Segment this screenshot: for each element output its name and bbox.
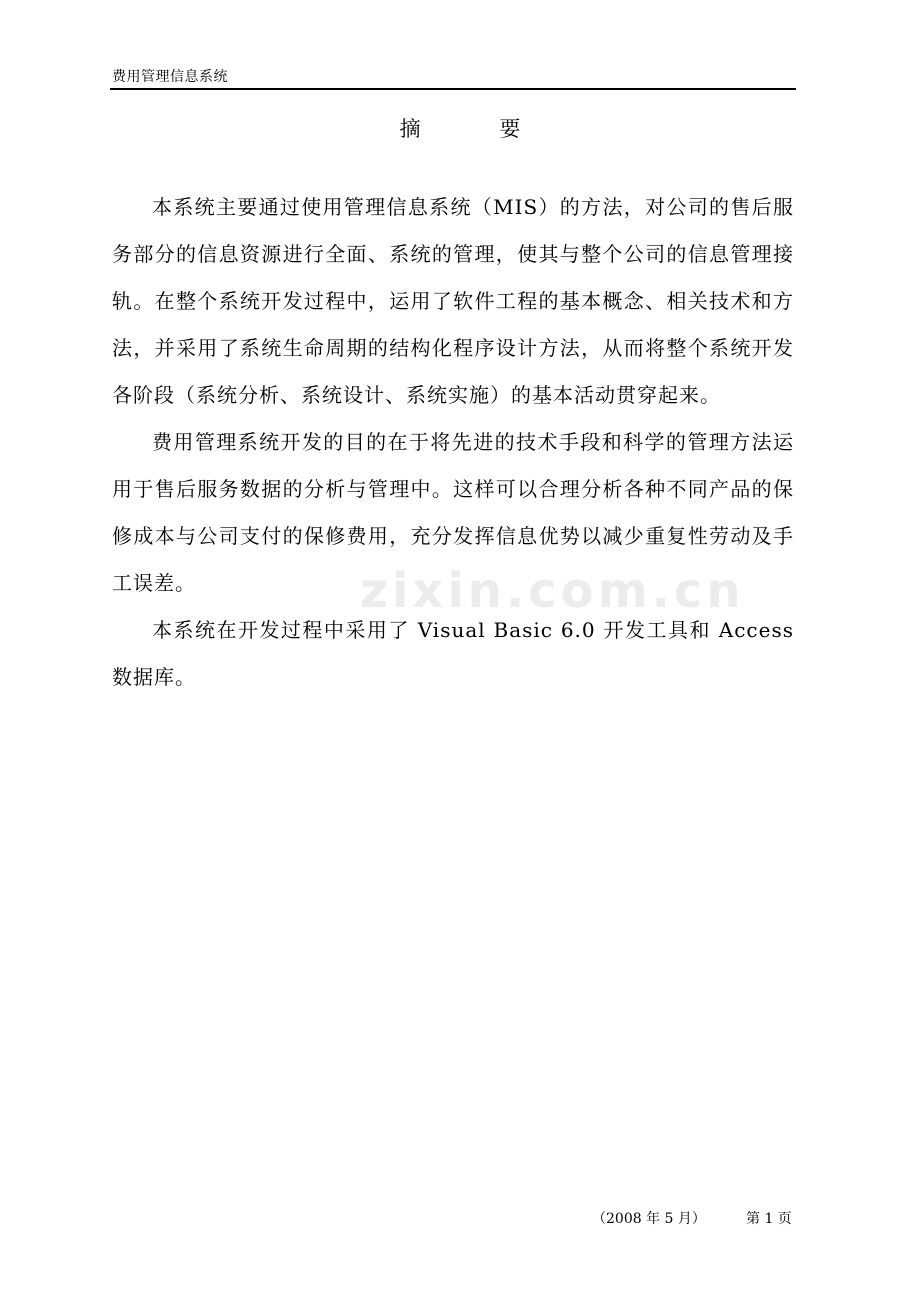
abstract-paragraph-3: 本系统在开发过程中采用了 Visual Basic 6.0 开发工具和 Access 数据库。 [112,618,794,689]
abstract-body [112,184,794,701]
watermark: zixin.com.cn [360,563,745,619]
abstract-paragraph-2: 费用管理系统开发的目的在于将先进的技术手段和科学的管理方法运用于售后服务数据的分析与管理中。这样可以合理分析各种不同产品的保修成本与公司支付的保修费用，充分发挥信息优势以减少重复性劳动及手工误差。 [112,430,794,595]
footer-date: （2008 年 5 月） [592,1211,706,1227]
page-number: 第 1 页 [746,1211,792,1227]
abstract-title: 摘 要 [399,117,557,141]
header-divider [110,88,796,90]
header-title: 费用管理信息系统 [112,69,228,85]
abstract-paragraph-1: 本系统主要通过使用管理信息系统（MIS）的方法，对公司的售后服务部分的信息资源进行全面、系统的管理，使其与整个公司的信息管理接轨。在整个系统开发过程中，运用了软件工程的基本概念、相关技术和方法，并采用了系统生命周期的结构化程序设计方法，从而将整个系统开发各阶段（系统分析、系统设计、系统实施）的基本活动贯穿起来。 [112,195,794,407]
